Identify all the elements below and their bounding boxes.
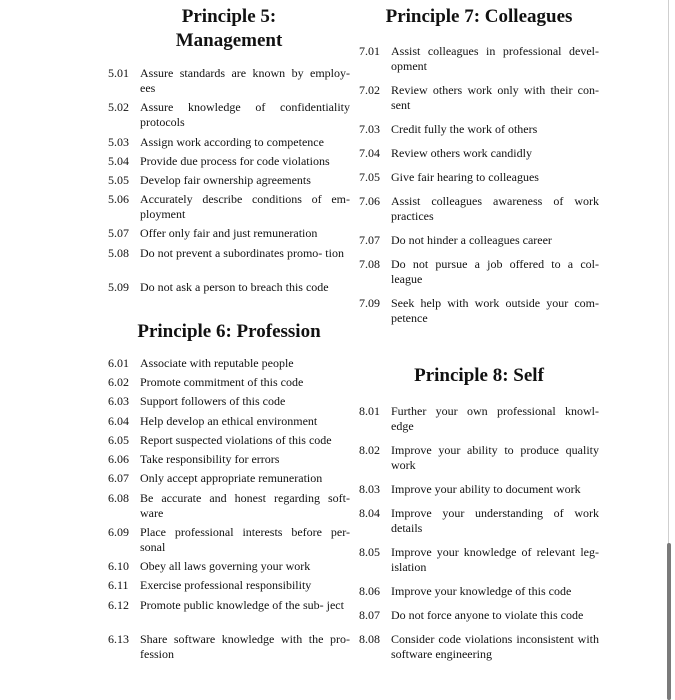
- list-item: [108, 491, 350, 521]
- item-text: Promote commitment of this code: [140, 375, 304, 389]
- list-item: [359, 632, 599, 662]
- left-column: [108, 0, 350, 700]
- item-text: Help develop an ethical environment: [140, 414, 318, 428]
- list-item: [359, 296, 599, 326]
- item-number: 8.04: [359, 506, 380, 520]
- item-text: Assist colleagues in professional devel- opment: [391, 44, 599, 73]
- list-item: [108, 632, 350, 662]
- list-item: [108, 173, 350, 188]
- item-text: Place professional interests before per- sonal: [140, 525, 350, 554]
- list-item: [359, 146, 599, 161]
- list-item: [359, 404, 599, 434]
- list-item: [108, 414, 350, 429]
- item-number: 6.07: [108, 471, 129, 485]
- item-text: Assure knowledge of confidentiality protocols: [140, 100, 350, 129]
- item-text: Offer only fair and just remuneration: [140, 226, 318, 240]
- principle-5-heading-line2: Management: [175, 30, 283, 51]
- item-number: 7.05: [359, 170, 380, 184]
- item-text: Improve your knowledge of relevant leg- islation: [391, 545, 599, 574]
- item-text: Only accept appropriate remuneration: [140, 471, 323, 485]
- list-item: [108, 578, 350, 593]
- list-item: [108, 154, 350, 169]
- item-number: 7.02: [359, 83, 380, 97]
- item-number: 5.06: [108, 192, 129, 206]
- item-number: 6.11: [108, 578, 129, 592]
- item-text: Exercise professional responsibility: [140, 578, 312, 592]
- item-number: 6.03: [108, 394, 129, 408]
- list-item: [108, 246, 350, 261]
- item-number: 6.01: [108, 356, 129, 370]
- item-number: 8.07: [359, 608, 380, 622]
- item-number: 5.09: [108, 280, 129, 294]
- item-number: 6.02: [108, 375, 129, 389]
- list-item: [359, 170, 599, 185]
- item-number: 6.08: [108, 491, 129, 505]
- principle-7-heading: Principle 7: Colleagues: [385, 6, 573, 27]
- list-item: [359, 122, 599, 137]
- item-text: Assign work according to competence: [140, 135, 324, 149]
- list-item: [108, 471, 350, 486]
- item-text: Improve your knowledge of this code: [391, 584, 572, 598]
- list-item: [359, 443, 599, 473]
- list-item: [108, 452, 350, 467]
- item-number: 6.06: [108, 452, 129, 466]
- list-item: [359, 506, 599, 536]
- right-column: [359, 0, 599, 700]
- item-text: Review others work candidly: [391, 146, 532, 160]
- item-text: Take responsibility for errors: [140, 452, 280, 466]
- item-number: 5.02: [108, 100, 129, 114]
- list-item: [108, 559, 350, 574]
- principle-7-section: [359, 5, 599, 325]
- item-text: Do not hinder a colleagues career: [391, 233, 552, 247]
- principle-5-section: [108, 5, 350, 294]
- list-item: [108, 135, 350, 150]
- item-text: Assist colleagues awareness of work practices: [391, 194, 599, 223]
- list-item: [108, 375, 350, 390]
- item-text: Obey all laws governing your work: [140, 559, 311, 573]
- item-number: 6.13: [108, 632, 129, 646]
- item-number: 5.08: [108, 246, 129, 260]
- item-number: 7.01: [359, 44, 380, 58]
- item-text: Improve your understanding of work details: [391, 506, 599, 535]
- list-item: [108, 598, 350, 613]
- list-item: [359, 608, 599, 623]
- item-text: Accurately describe conditions of em- ployment: [140, 192, 350, 221]
- principle-6-heading: Principle 6: Profession: [137, 321, 321, 342]
- item-number: 7.09: [359, 296, 380, 310]
- item-text: Promote public knowledge of the sub- ject: [140, 598, 344, 612]
- item-text: Do not pursue a job offered to a col- league: [391, 257, 599, 286]
- item-text: Credit fully the work of others: [391, 122, 538, 136]
- item-number: 6.04: [108, 414, 129, 428]
- item-number: 7.04: [359, 146, 380, 160]
- item-number: 8.02: [359, 443, 380, 457]
- list-item: [108, 394, 350, 409]
- principle-8-heading: Principle 8: Self: [414, 365, 544, 386]
- list-item: [108, 525, 350, 555]
- item-number: 7.07: [359, 233, 380, 247]
- list-item: [108, 66, 350, 96]
- principle-8-section: [359, 364, 599, 661]
- list-item: [108, 192, 350, 222]
- item-text: Develop fair ownership agreements: [140, 173, 311, 187]
- item-number: 6.05: [108, 433, 129, 447]
- item-text: Seek help with work outside your com- petence: [391, 296, 599, 325]
- list-item: [108, 226, 350, 241]
- item-text: Do not ask a person to breach this code: [140, 280, 329, 294]
- list-item: [108, 100, 350, 130]
- item-number: 8.08: [359, 632, 380, 646]
- item-text: Assure standards are known by employ- ees: [140, 66, 350, 95]
- item-text: Improve your ability to produce quality work: [391, 443, 599, 472]
- list-item: [359, 194, 599, 224]
- item-number: 5.05: [108, 173, 129, 187]
- item-number: 5.01: [108, 66, 129, 80]
- principle-6-section: [108, 320, 350, 661]
- list-item: [359, 584, 599, 599]
- principle-5-heading: [108, 5, 350, 53]
- item-text: Consider code violations inconsistent with software engineering: [391, 632, 599, 661]
- list-item: [108, 356, 350, 371]
- item-number: 5.03: [108, 135, 129, 149]
- item-text: Support followers of this code: [140, 394, 286, 408]
- list-item: [359, 83, 599, 113]
- item-number: 6.10: [108, 559, 129, 573]
- item-number: 8.03: [359, 482, 380, 496]
- item-number: 8.06: [359, 584, 380, 598]
- item-text: Report suspected violations of this code: [140, 433, 332, 447]
- list-item: [359, 545, 599, 575]
- list-item: [359, 44, 599, 74]
- item-number: 8.05: [359, 545, 380, 559]
- principle-5-heading-line1: Principle 5:: [181, 6, 277, 27]
- item-number: 7.03: [359, 122, 380, 136]
- item-number: 7.06: [359, 194, 380, 208]
- item-number: 6.09: [108, 525, 129, 539]
- vertical-scrollbar[interactable]: [667, 543, 671, 700]
- item-text: Share software knowledge with the pro- fession: [140, 632, 350, 661]
- item-text: Review others work only with their con- sent: [391, 83, 599, 112]
- item-number: 6.12: [108, 598, 129, 612]
- list-item: [359, 233, 599, 248]
- list-item: [108, 280, 350, 295]
- item-number: 7.08: [359, 257, 380, 271]
- item-text: Improve your ability to document work: [391, 482, 581, 496]
- item-text: Be accurate and honest regarding soft- ware: [140, 491, 350, 520]
- item-number: 5.04: [108, 154, 129, 168]
- list-item: [108, 433, 350, 448]
- item-text: Further your own professional knowl- edge: [391, 404, 599, 433]
- item-text: Associate with reputable people: [140, 356, 294, 370]
- list-item: [359, 482, 599, 497]
- item-text: Provide due process for code violations: [140, 154, 330, 168]
- item-text: Do not force anyone to violate this code: [391, 608, 584, 622]
- item-text: Give fair hearing to colleagues: [391, 170, 539, 184]
- item-text: Do not prevent a subordinates promo- tion: [140, 246, 344, 260]
- list-item: [359, 257, 599, 287]
- item-number: 8.01: [359, 404, 380, 418]
- item-number: 5.07: [108, 226, 129, 240]
